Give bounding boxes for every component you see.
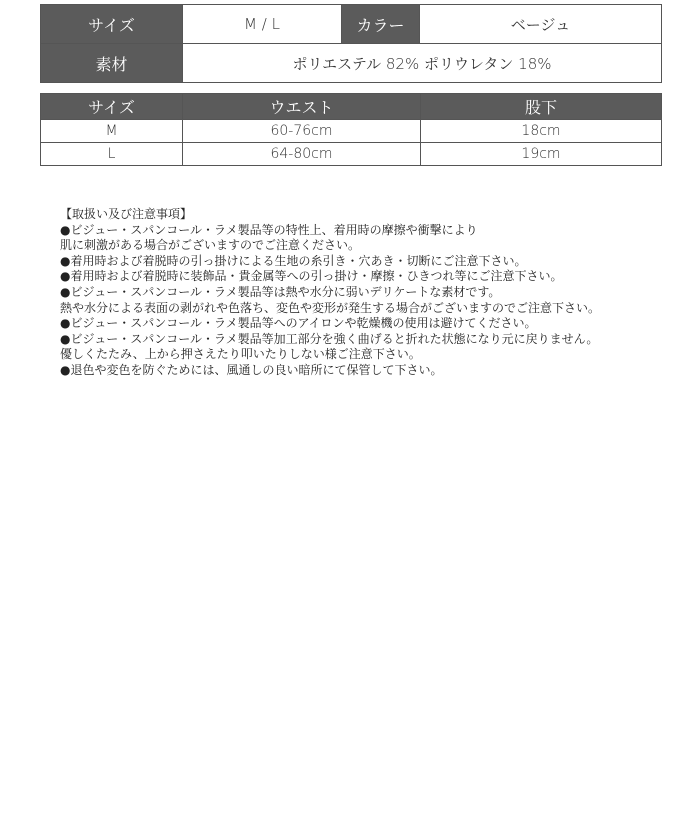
care-note-line: ●退色や変色を防ぐためには、風通しの良い暗所にて保管して下さい。: [60, 362, 443, 377]
material-label: 素材: [41, 44, 183, 83]
size-chart-header-row: [41, 94, 662, 120]
care-note-line: ●着用時および着脱時の引っ掛けによる生地の糸引き・穴あき・切断にご注意下さい。: [60, 253, 527, 268]
column-header-size: サイズ: [41, 94, 183, 120]
size-chart-table: [40, 93, 662, 166]
column-header-inseam: 股下: [421, 94, 662, 120]
care-note-line: 肌に刺激がある場合がございますのでご注意ください。: [60, 238, 361, 253]
color-value: ベージュ: [420, 5, 662, 44]
material-value: ポリエステル 82% ポリウレタン 18%: [183, 44, 662, 83]
table-row: [41, 120, 662, 143]
size-cell: M: [41, 120, 183, 143]
spec-row-size-color: [41, 5, 662, 44]
care-note-line: ●ビジュー・スパンコール・ラメ製品等の特性上、着用時の摩擦や衝撃により: [60, 222, 478, 237]
waist-cell: 60-76cm: [183, 120, 421, 143]
column-header-waist: ウエスト: [183, 94, 421, 120]
size-value: M / L: [183, 5, 342, 44]
color-label: カラー: [342, 5, 420, 44]
inseam-cell: 18cm: [421, 120, 662, 143]
care-note-line: ●ビジュー・スパンコール・ラメ製品等へのアイロンや乾燥機の使用は避けてください。: [60, 316, 537, 331]
table-row: [41, 143, 662, 166]
care-notes: [60, 207, 600, 379]
spec-table: [40, 4, 662, 83]
waist-cell: 64-80cm: [183, 143, 421, 166]
size-label: サイズ: [41, 5, 183, 44]
care-note-line: ●ビジュー・スパンコール・ラメ製品等は熱や水分に弱いデリケートな素材です。: [60, 284, 501, 299]
care-note-line: ●着用時および着脱時に装飾品・貴金属等への引っ掛け・摩擦・ひきつれ等にご注意下さい。: [60, 269, 563, 284]
care-notes-title: 【取扱い及び注意事項】: [60, 207, 193, 221]
care-note-line: 優しくたたみ、上から押さえたり叩いたりしない様ご注意下さい。: [60, 347, 421, 362]
care-note-line: 熱や水分による表面の剥がれや色落ち、変色や変形が発生する場合がございますのでご注意下さい。: [60, 300, 601, 315]
inseam-cell: 19cm: [421, 143, 662, 166]
care-note-line: ●ビジュー・スパンコール・ラメ製品等加工部分を強く曲げると折れた状態になり元に戻りません。: [60, 331, 599, 346]
spec-row-material: [41, 44, 662, 83]
size-cell: L: [41, 143, 183, 166]
